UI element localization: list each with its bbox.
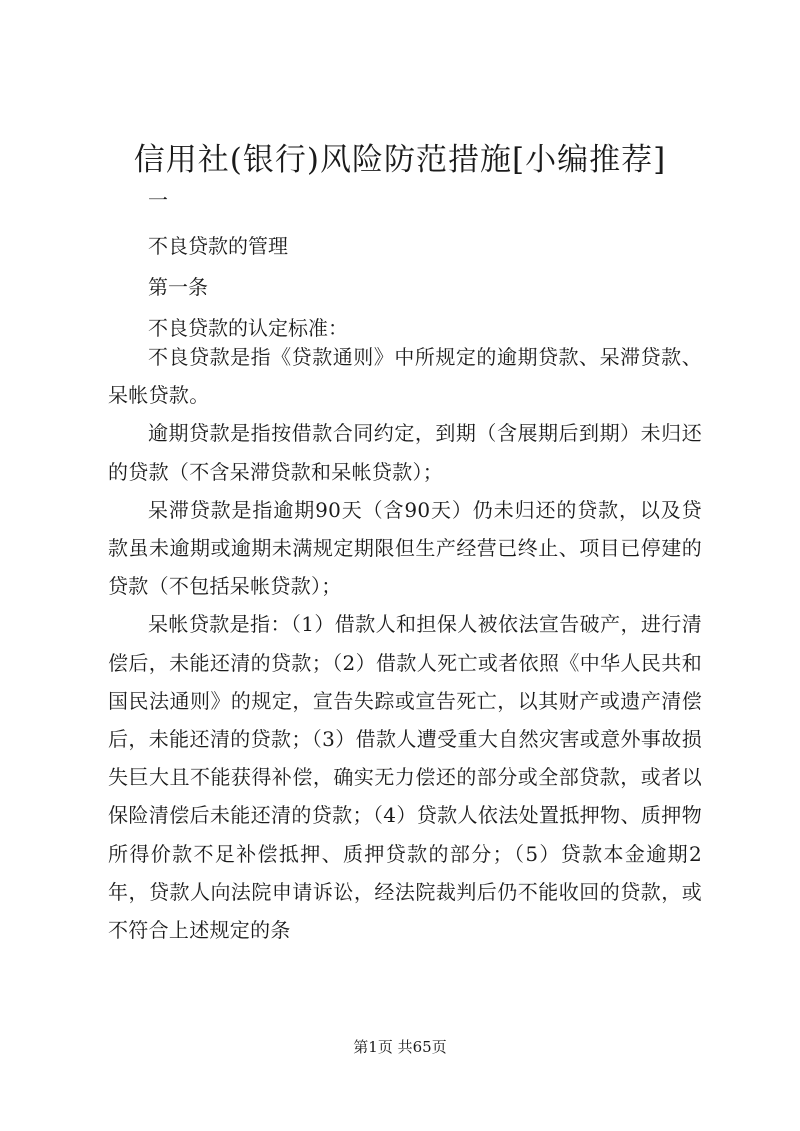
body-text	[108, 338, 702, 949]
page-title: 信用社(银行)风险防范措施[小编推荐]	[133, 142, 667, 178]
page-footer: 第1页 共65页	[353, 1038, 447, 1056]
article-number: 第一条	[148, 275, 208, 299]
subheading: 不良贷款的认定标准：	[148, 316, 348, 340]
section-heading: 不良贷款的管理	[148, 234, 288, 258]
paragraph: 不良贷款是指《贷款通则》中所规定的逾期贷款、呆滞贷款、呆帐贷款。	[108, 345, 702, 408]
paragraph: 呆帐贷款是指：（1）借款人和担保人被依法宣告破产，进行清偿后，未能还清的贷款；（2）借款人死亡或者依照《中华人民共和国民法通则》的规定，宣告失踪或宣告死亡，以其财产或遗产清偿后，未能还清的贷款；（3）借款人遭受重大自然灾害或意外事故损失巨大且不能获得补偿，确实无力偿还的部分或全部贷款，或者以保险清偿后未能还清的贷款；（4）贷款人依法处置抵押物、质押物所得价款不足补偿抵押、质押贷款的部分；（5）贷款本金逾期2年，贷款人向法院申请诉讼，经法院裁判后仍不能收回的贷款，或不符合上述规定的条	[108, 612, 702, 943]
section-mark: 一	[148, 188, 168, 212]
paragraph: 逾期贷款是指按借款合同约定，到期（含展期后到期）未归还的贷款（不含呆滞贷款和呆帐贷款）；	[108, 421, 702, 484]
paragraph: 呆滞贷款是指逾期90天（含90天）仍未归还的贷款，以及贷款虽未逾期或逾期未满规定期限但生产经营已终止、项目已停建的贷款（不包括呆帐贷款）；	[108, 497, 702, 599]
